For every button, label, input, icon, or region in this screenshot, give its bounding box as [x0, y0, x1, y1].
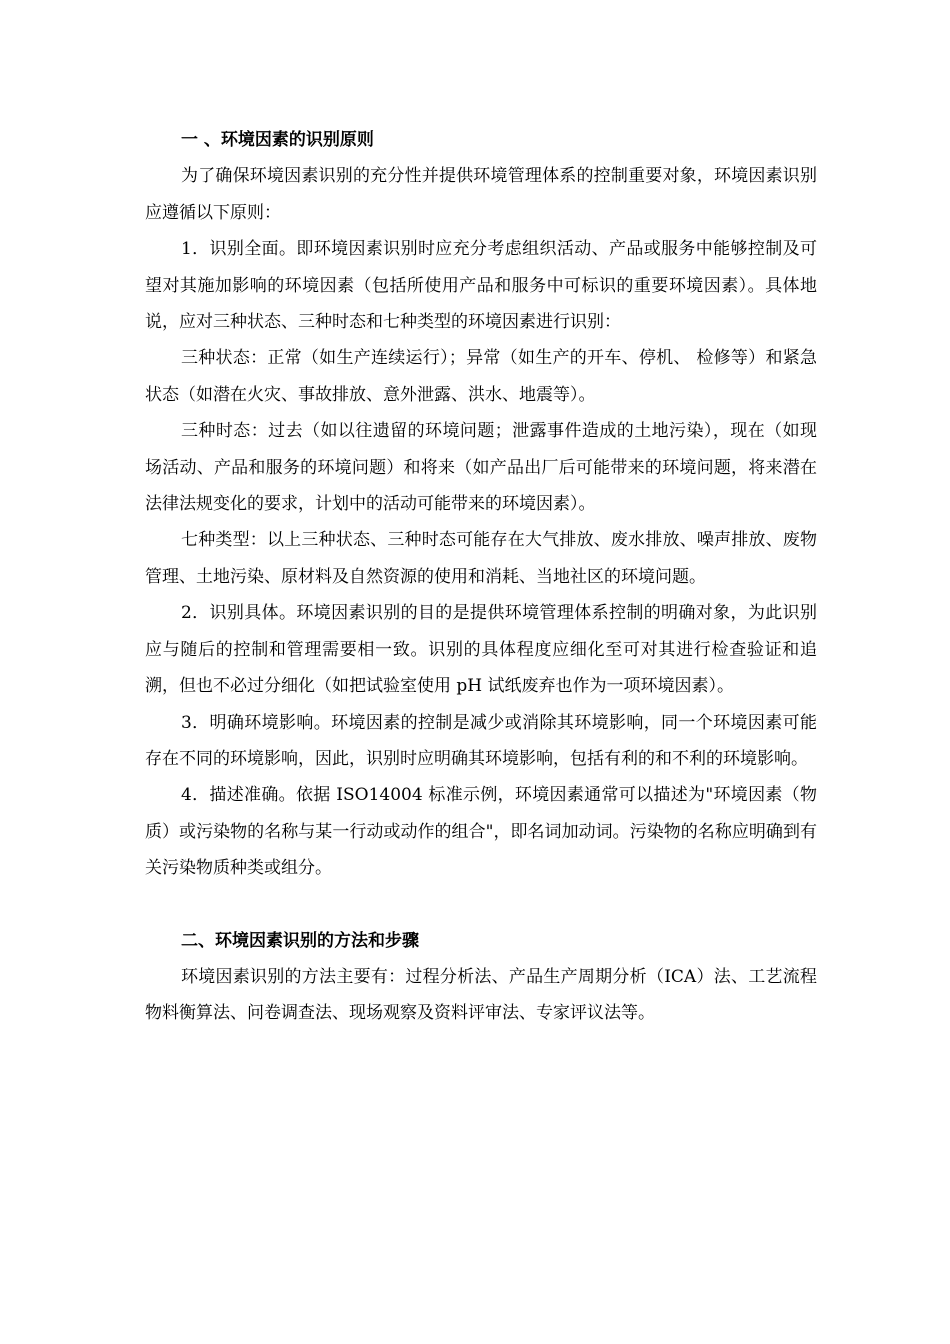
paragraph: 3．明确环境影响。环境因素的控制是减少或消除其环境影响，同一个环境因素可能存在不同的环境影响，因此，识别时应明确其环境影响，包括有利的和不利的环境影响。	[145, 712, 817, 769]
paragraph: 4．描述准确。依据 ISO14004 标准示例，环境因素通常可以描述为"环境因素（物质）或污染物的名称与某一行动或动作的组合"，即名词加动词。污染物的名称应明确到有关污染物质种类或组分。	[145, 785, 817, 879]
paragraph: 1．识别全面。即环境因素识别时应充分考虑组织活动、产品或服务中能够控制及可望对其施加影响的环境因素（包括所使用产品和服务中可标识的重要环境因素）。具体地说，应对三种状态、三种时态和七种类型的环境因素进行识别：	[145, 239, 817, 333]
paragraph: 为了确保环境因素识别的充分性并提供环境管理体系的控制重要对象，环境因素识别应遵循以下原则：	[145, 166, 817, 223]
document-page	[145, 122, 817, 1032]
paragraph: 2．识别具体。环境因素识别的目的是提供环境管理体系控制的明确对象，为此识别应与随后的控制和管理需要相一致。识别的具体程度应细化至可对其进行检查验证和追溯，但也不必过分细化（如把试验室使用 pH 试纸废弃也作为一项环境因素）。	[145, 603, 817, 697]
paragraph: 环境因素识别的方法主要有：过程分析法、产品生产周期分析（ICA）法、工艺流程物料衡算法、问卷调查法、现场观察及资料评审法、专家评议法等。	[145, 966, 817, 1024]
paragraph: 三种时态：过去（如以往遗留的环境问题；泄露事件造成的土地污染），现在（如现场活动、产品和服务的环境问题）和将来（如产品出厂后可能带来的环境问题，将来潜在法律法规变化的要求，计划中的活动可能带来的环境因素）。	[145, 421, 817, 515]
section-spacer	[145, 887, 817, 923]
section1-heading: 一 、环境因素的识别原则	[181, 130, 374, 150]
section2-heading: 二、环境因素识别的方法和步骤	[181, 930, 419, 951]
paragraph: 三种状态：正常（如生产连续运行）；异常（如生产的开车、停机、 检修等）和紧急状态（如潜在火灾、事故排放、意外泄露、洪水、地震等）。	[145, 348, 817, 405]
paragraph: 七种类型：以上三种状态、三种时态可能存在大气排放、废水排放、噪声排放、废物管理、土地污染、原材料及自然资源的使用和消耗、当地社区的环境问题。	[145, 530, 817, 587]
